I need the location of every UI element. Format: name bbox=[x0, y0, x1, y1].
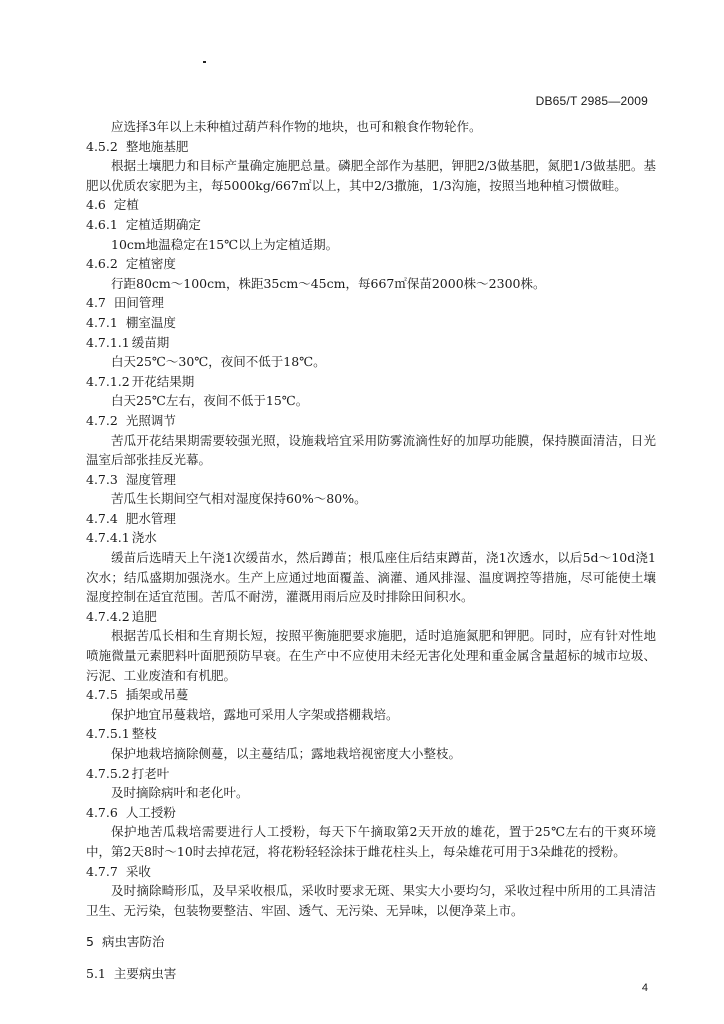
paragraph: 白天25℃左右，夜间不低于15℃。 bbox=[111, 393, 309, 409]
clause-title: 田间管理 bbox=[113, 295, 164, 311]
clause-heading bbox=[86, 411, 656, 431]
clause-title: 湿度管理 bbox=[125, 471, 176, 487]
paragraph: 根据苦瓜长相和生育期长短，按照平衡施肥要求施肥，适时追施氮肥和钾肥。同时，应有针对性地喷施微量元素肥料叶面肥预防早衰。在生产中不应使用未经无害化处理和重金属含量超标的城市垃圾、污泥、工业废渣和有机肥。 bbox=[86, 628, 656, 683]
paragraph: 缓苗后选晴天上午浇1次缓苗水，然后蹲苗；根瓜座住后结束蹲苗，浇1次透水，以后5d～10d浇1次水；结瓜盛期加强浇水。生产上应通过地面覆盖、滴灌、通风排湿、温度调控等措施，尽可能使土壤湿度控制在适宜范围。苦瓜不耐涝，灌溉用雨后应及时排除田间积水。 bbox=[86, 550, 656, 605]
paragraph: 苦瓜开花结果期需要较强光照，设施栽培宜采用防雾流滴性好的加厚功能膜，保持膜面清洁，日光温室后部张挂反光幕。 bbox=[86, 432, 656, 468]
clause-number: 4.5.2 bbox=[86, 138, 118, 154]
clause-heading bbox=[86, 195, 656, 215]
clause-title: 追肥 bbox=[131, 608, 157, 624]
document-body bbox=[86, 117, 656, 984]
clause-number: 4.7.1 bbox=[86, 314, 118, 330]
clause-number: 4.7.5.2 bbox=[86, 765, 130, 781]
clause-heading bbox=[86, 803, 656, 823]
page-number: 4 bbox=[641, 982, 648, 994]
subclause-heading bbox=[86, 607, 656, 627]
clause-number: 4.6.2 bbox=[86, 256, 118, 272]
clause-title: 定植适期确定 bbox=[125, 216, 201, 232]
clause-number: 5.1 bbox=[86, 965, 106, 981]
paragraph: 行距80cm～100cm，株距35cm～45cm，每667㎡保苗2000株～2300株。 bbox=[111, 275, 546, 291]
clause-number: 5 bbox=[86, 934, 94, 950]
paragraph: 保护地栽培摘除侧蔓，以主蔓结瓜；露地栽培视密度大小整枝。 bbox=[111, 746, 462, 761]
clause-heading bbox=[86, 254, 656, 274]
clause-title: 缓苗期 bbox=[131, 334, 170, 350]
section-gap bbox=[86, 952, 656, 964]
clause-number: 4.7.4 bbox=[86, 510, 118, 526]
subclause-heading bbox=[86, 528, 656, 548]
section-heading bbox=[86, 932, 656, 952]
clause-heading bbox=[86, 964, 656, 984]
clause-title: 打老叶 bbox=[131, 765, 170, 781]
clause-heading bbox=[86, 313, 656, 333]
clause-number: 4.7.7 bbox=[86, 863, 118, 879]
paragraph: 10cm地温稳定在15℃以上为定植适期。 bbox=[111, 236, 339, 252]
clause-title: 定植 bbox=[113, 197, 139, 213]
clause-title: 人工授粉 bbox=[125, 804, 176, 820]
clause-heading bbox=[86, 685, 656, 705]
clause-heading bbox=[86, 293, 656, 313]
clause-title: 病虫害防治 bbox=[101, 934, 165, 950]
clause-title: 插架或吊蔓 bbox=[125, 687, 189, 703]
section-gap bbox=[86, 920, 656, 932]
clause-number: 4.7.6 bbox=[86, 804, 118, 820]
paragraph: 保护地宜吊蔓栽培，露地可采用人字架或搭棚栽培。 bbox=[111, 706, 399, 722]
paragraph: 根据土壤肥力和目标产量确定施肥总量。磷肥全部作为基肥，钾肥2/3做基肥，氮肥1/3做基肥。基肥以优质农家肥为主，每5000kg/667㎡以上，其中2/3撒施，1/3沟施，按照当地种植习惯做畦。 bbox=[86, 158, 656, 193]
paragraph: 及时摘除病叶和老化叶。 bbox=[111, 785, 249, 801]
clause-number: 4.7 bbox=[86, 295, 106, 311]
clause-heading bbox=[86, 862, 656, 882]
clause-title: 定植密度 bbox=[125, 256, 176, 272]
clause-number: 4.7.4.2 bbox=[86, 608, 130, 624]
clause-title: 光照调节 bbox=[125, 412, 176, 428]
clause-title: 整枝 bbox=[131, 726, 157, 742]
clause-number: 4.7.3 bbox=[86, 471, 118, 487]
clause-number: 4.7.2 bbox=[86, 412, 118, 428]
clause-heading bbox=[86, 215, 656, 235]
clause-title: 采收 bbox=[125, 863, 151, 879]
clause-title: 开花结果期 bbox=[131, 373, 195, 389]
paragraph: 保护地苦瓜栽培需要进行人工授粉，每天下午摘取第2天开放的雄花，置于25℃左右的干爽环境中，第2天8时～10时去掉花冠，将花粉轻轻涂抹于雌花柱头上，每朵雄花可用于3朵雌花的授粉。 bbox=[86, 824, 656, 859]
paragraph: 苦瓜生长期间空气相对湿度保持60%～80%。 bbox=[111, 491, 367, 507]
paragraph: 及时摘除畸形瓜，及早采收根瓜，采收时要求无斑、果实大小要均匀，采收过程中所用的工具清洁卫生、无污染，包装物要整洁、牢固、透气、无污染、无异味，以便净菜上市。 bbox=[86, 883, 656, 918]
clause-title: 肥水管理 bbox=[125, 510, 176, 526]
clause-title: 主要病虫害 bbox=[113, 965, 177, 981]
clause-title: 浇水 bbox=[131, 530, 157, 546]
subclause-heading bbox=[86, 764, 656, 784]
clause-number: 4.7.5 bbox=[86, 687, 118, 703]
clause-heading bbox=[86, 470, 656, 490]
scan-speck bbox=[203, 61, 206, 63]
clause-number: 4.6 bbox=[86, 197, 106, 213]
subclause-heading bbox=[86, 333, 656, 353]
clause-title: 棚室温度 bbox=[125, 314, 176, 330]
paragraph: 白天25℃～30℃，夜间不低于18℃。 bbox=[111, 354, 326, 370]
clause-number: 4.7.1.1 bbox=[86, 334, 130, 350]
clause-number: 4.6.1 bbox=[86, 216, 118, 232]
clause-number: 4.7.4.1 bbox=[86, 530, 130, 546]
subclause-heading bbox=[86, 372, 656, 392]
clause-heading bbox=[86, 137, 656, 157]
clause-heading bbox=[86, 509, 656, 529]
paragraph: 应选择3年以上未种植过葫芦科作物的地块，也可和粮食作物轮作。 bbox=[111, 119, 482, 134]
subclause-heading bbox=[86, 724, 656, 744]
clause-title: 整地施基肥 bbox=[125, 138, 189, 154]
clause-number: 4.7.5.1 bbox=[86, 726, 130, 742]
clause-number: 4.7.1.2 bbox=[86, 373, 130, 389]
standard-code: DB65/T 2985—2009 bbox=[535, 94, 648, 108]
